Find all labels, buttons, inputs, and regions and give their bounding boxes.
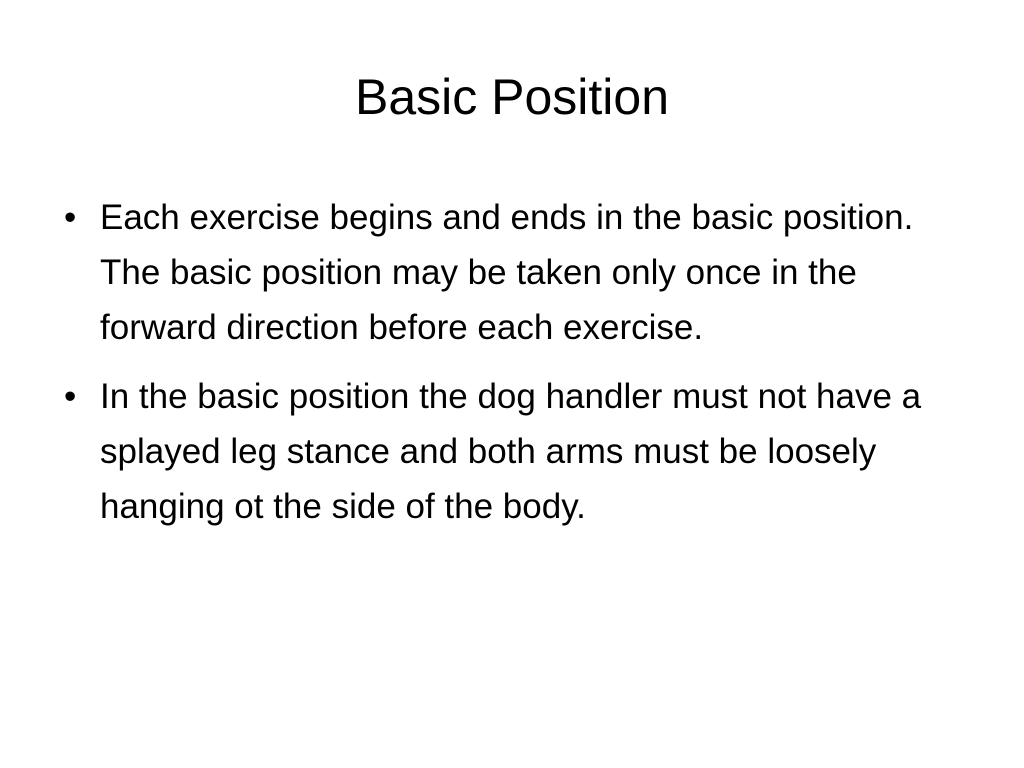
bullet-text: Each exercise begins and ends in the basic position. The basic position may be taken only once in the forward direction before each exercise. bbox=[100, 198, 914, 347]
slide-title: Basic Position bbox=[354, 69, 670, 125]
bullet-list bbox=[54, 190, 974, 548]
bullet-item bbox=[54, 369, 974, 534]
bullet-item bbox=[54, 190, 974, 355]
bullet-dot-icon: • bbox=[64, 377, 77, 416]
bullet-text: In the basic position the dog handler must not have a splayed leg stance and both arms must be loosely hanging ot the side of the body. bbox=[100, 377, 922, 526]
bullet-dot-icon: • bbox=[64, 198, 77, 237]
